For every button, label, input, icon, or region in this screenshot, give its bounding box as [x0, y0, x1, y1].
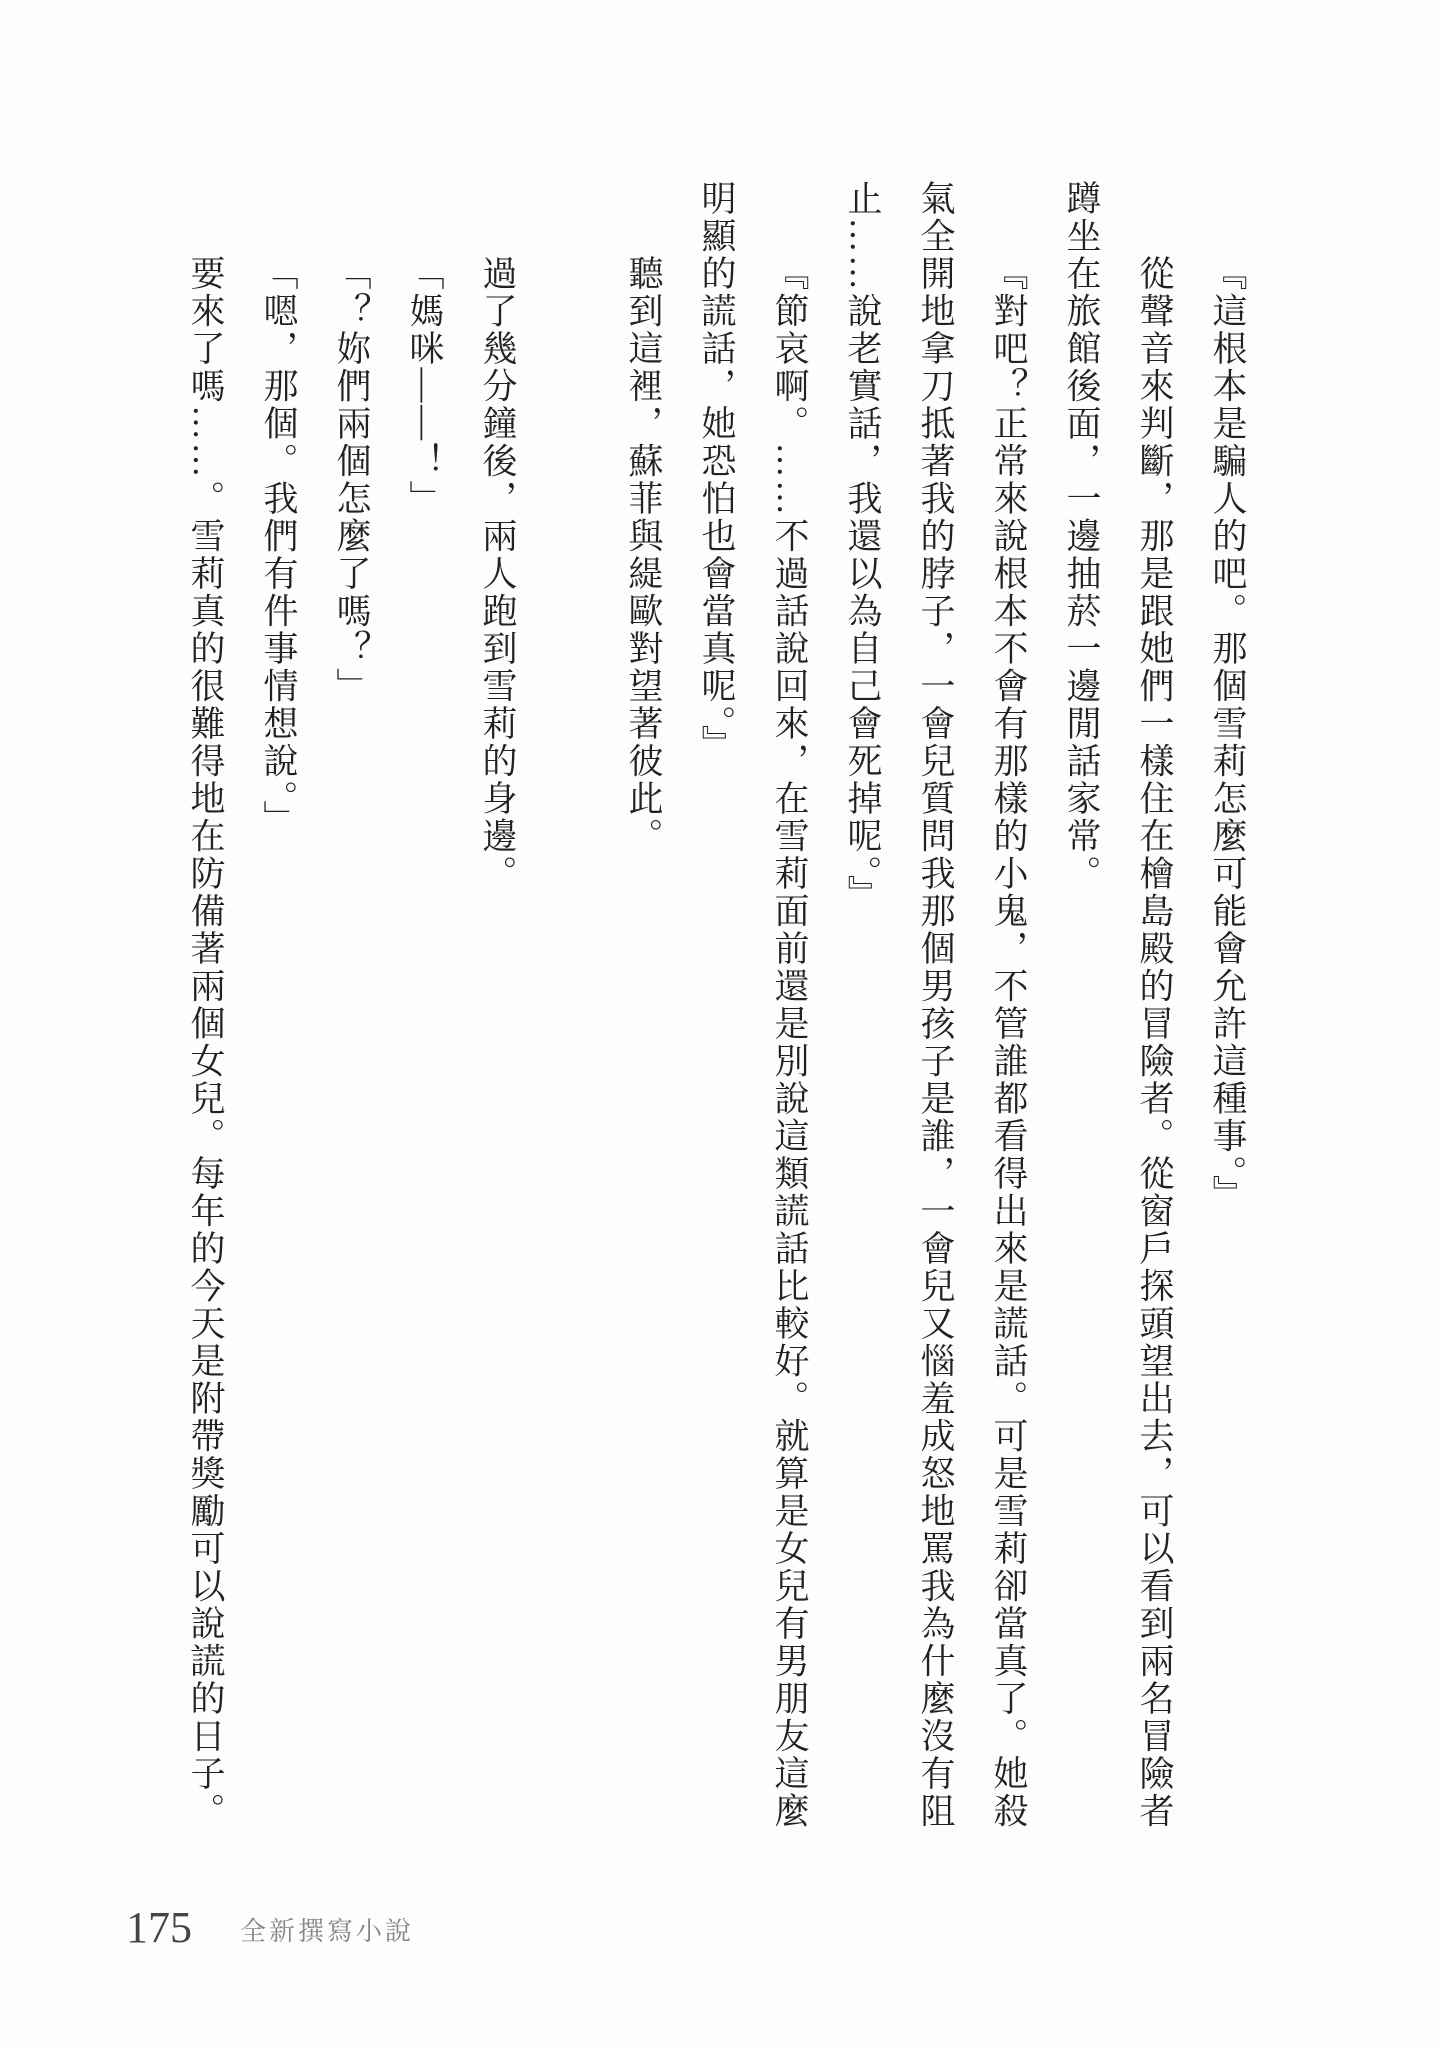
text-line: 要來了嗎……。雪莉真的很難得地在防備著兩個女兒。每年的今天是附帶獎勵可以說謊的日子。: [186, 255, 225, 1830]
text-line: 「媽咪——！」: [405, 255, 444, 518]
text-line: 止……說老實話，我還以為自己會死掉呢。』: [843, 180, 882, 913]
text-line: 蹲坐在旅館後面，一邊抽菸一邊閒話家常。: [1062, 180, 1101, 893]
novel-text-block: [169, 180, 1264, 1838]
blank-line: [534, 180, 607, 1838]
page-number: 175: [126, 1903, 192, 1952]
text-line: 「？妳們兩個怎麼了嗎？」: [332, 255, 371, 705]
text-line: 聽到這裡，蘇菲與緹歐對望著彼此。: [624, 255, 663, 855]
text-line: 氣全開地拿刀抵著我的脖子，一會兒質問我那個男孩子是誰，一會兒又惱羞成怒地罵我為什麼沒有阻: [916, 180, 955, 1830]
text-line: 明顯的謊話，她恐怕也會當真呢。』: [697, 180, 736, 763]
section-title: 全新撰寫小說: [240, 1916, 415, 1946]
text-line: 「嗯，那個。我們有件事情想說。」: [259, 255, 298, 838]
text-line: 『對吧？正常來說根本不會有那樣的小鬼，不管誰都看得出來是謊話。可是雪莉卻當真了。她殺: [989, 255, 1028, 1830]
text-line: 『這根本是騙人的吧。那個雪莉怎麼可能會允許這種事。』: [1208, 255, 1247, 1213]
text-line: 過了幾分鐘後，兩人跑到雪莉的身邊。: [478, 255, 517, 893]
page-footer: [0, 1904, 1440, 1964]
text-line: 『節哀啊。……不過話說回來，在雪莉面前還是別說這類謊話比較好。就算是女兒有男朋友這麼: [770, 255, 809, 1830]
text-line: 從聲音來判斷，那是跟她們一樣住在檜島殿的冒險者。從窗戶探頭望出去，可以看到兩名冒險者: [1135, 255, 1174, 1830]
